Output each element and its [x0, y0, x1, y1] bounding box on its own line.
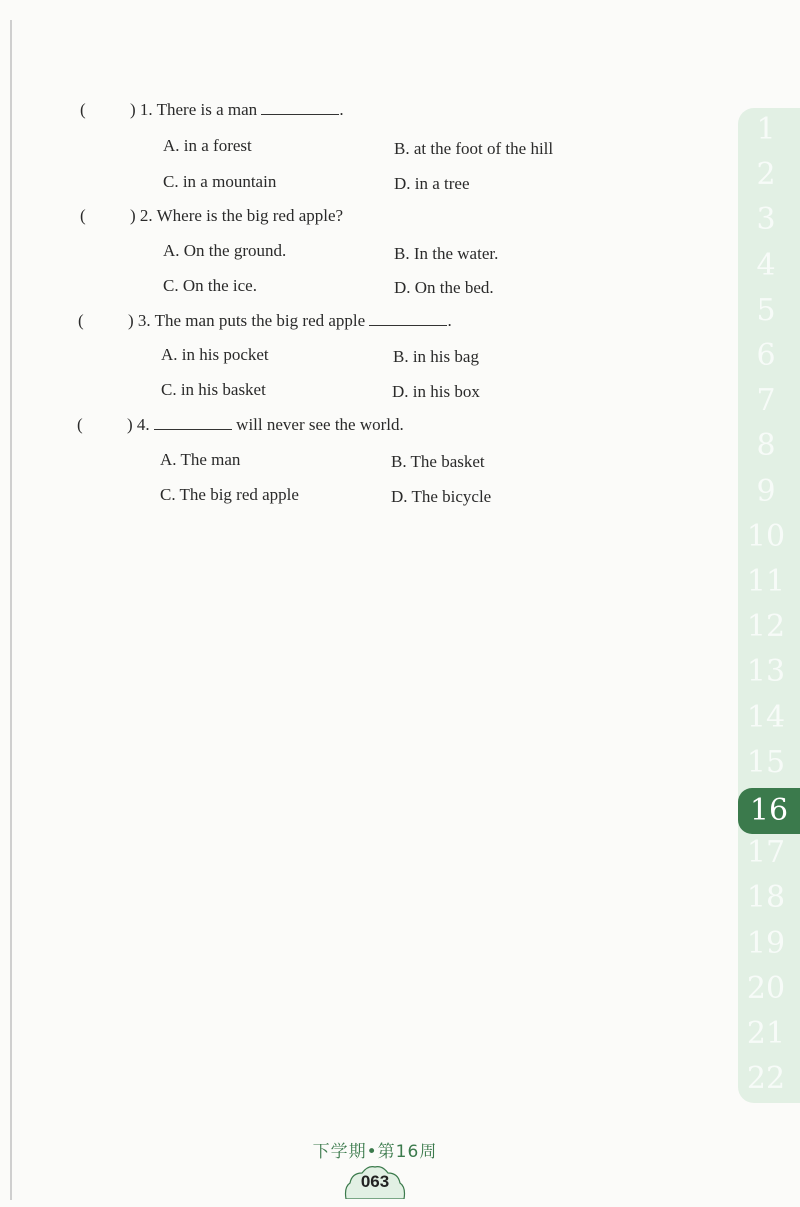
question-text-after: will never see the world.	[236, 415, 404, 434]
option-d[interactable]: D. in a tree	[394, 174, 470, 193]
week-tab-9[interactable]: 9	[756, 473, 776, 509]
week-tab-21[interactable]: 21	[746, 1016, 786, 1051]
question-text-after: .	[447, 311, 452, 330]
question-text-before: There is a man	[156, 100, 258, 119]
option-a[interactable]: A. in a forest	[163, 136, 252, 155]
week-tab-strip	[738, 108, 800, 1103]
week-tab-7[interactable]: 7	[756, 383, 776, 419]
option-a[interactable]: A. in his pocket	[161, 345, 269, 364]
answer-paren-open: (	[80, 100, 86, 119]
page-number: 063	[360, 1172, 390, 1191]
answer-paren-close: )	[130, 100, 136, 119]
week-tab-6[interactable]: 6	[756, 338, 776, 373]
option-c[interactable]: C. in his basket	[161, 380, 266, 399]
question-number: 4.	[136, 415, 150, 434]
option-a[interactable]: A. On the ground.	[163, 241, 287, 260]
week-tab-13[interactable]: 13	[746, 654, 786, 690]
week-tab-1[interactable]: 1	[756, 112, 776, 147]
week-tab-3[interactable]: 3	[756, 202, 776, 238]
week-tab-2[interactable]: 2	[756, 157, 776, 193]
answer-paren-open: (	[78, 311, 84, 330]
week-tab-8[interactable]: 8	[756, 428, 776, 464]
option-d[interactable]: D. The bicycle	[391, 487, 492, 506]
question-text-before: Where is the big red apple?	[156, 206, 344, 225]
option-c[interactable]: C. in a mountain	[163, 172, 277, 191]
page-spine-line	[10, 20, 12, 1200]
question-text-before: The man puts the big red apple	[154, 311, 366, 330]
answer-blank[interactable]	[261, 100, 339, 115]
option-d[interactable]: D. On the bed.	[394, 278, 494, 297]
question-number: 3.	[137, 311, 151, 330]
option-b[interactable]: B. In the water.	[394, 244, 499, 263]
week-tab-16[interactable]: 16	[738, 788, 800, 834]
question-text	[127, 415, 404, 435]
answer-blank[interactable]	[154, 415, 232, 430]
answer-blank[interactable]	[369, 311, 447, 326]
question-text	[130, 100, 344, 120]
question-number: 2.	[139, 206, 153, 225]
option-c[interactable]: C. The big red apple	[160, 485, 299, 504]
option-d[interactable]: D. in his box	[392, 382, 480, 401]
answer-paren-close: )	[128, 311, 134, 330]
option-b[interactable]: B. The basket	[391, 452, 485, 471]
week-tab-19[interactable]: 19	[746, 925, 786, 961]
week-tab-10[interactable]: 10	[746, 518, 786, 554]
option-b[interactable]: B. in his bag	[393, 347, 479, 366]
answer-paren-open: (	[80, 206, 86, 225]
option-c[interactable]: C. On the ice.	[163, 276, 257, 295]
week-tab-4[interactable]: 4	[756, 247, 776, 283]
option-b[interactable]: B. at the foot of the hill	[394, 139, 554, 158]
week-tab-20[interactable]: 20	[746, 970, 786, 1006]
question-text	[130, 206, 343, 226]
week-tab-14[interactable]: 14	[746, 699, 786, 735]
week-tab-18[interactable]: 18	[746, 880, 786, 916]
answer-paren-close: )	[130, 206, 136, 225]
week-tab-15[interactable]: 15	[746, 744, 786, 780]
question-number: 1.	[139, 100, 153, 119]
week-tab-17[interactable]: 17	[746, 835, 786, 871]
term-week-label: 下学期•第16周	[312, 1142, 438, 1162]
answer-paren-close: )	[127, 415, 133, 434]
week-tab-11[interactable]: 11	[746, 564, 786, 599]
week-tab-22[interactable]: 22	[746, 1061, 786, 1097]
question-text-after: .	[339, 100, 344, 119]
answer-paren-open: (	[77, 415, 83, 434]
option-a[interactable]: A. The man	[160, 450, 241, 469]
question-text	[128, 311, 452, 331]
week-tab-12[interactable]: 12	[746, 609, 786, 645]
week-tab-5[interactable]: 5	[756, 292, 776, 328]
